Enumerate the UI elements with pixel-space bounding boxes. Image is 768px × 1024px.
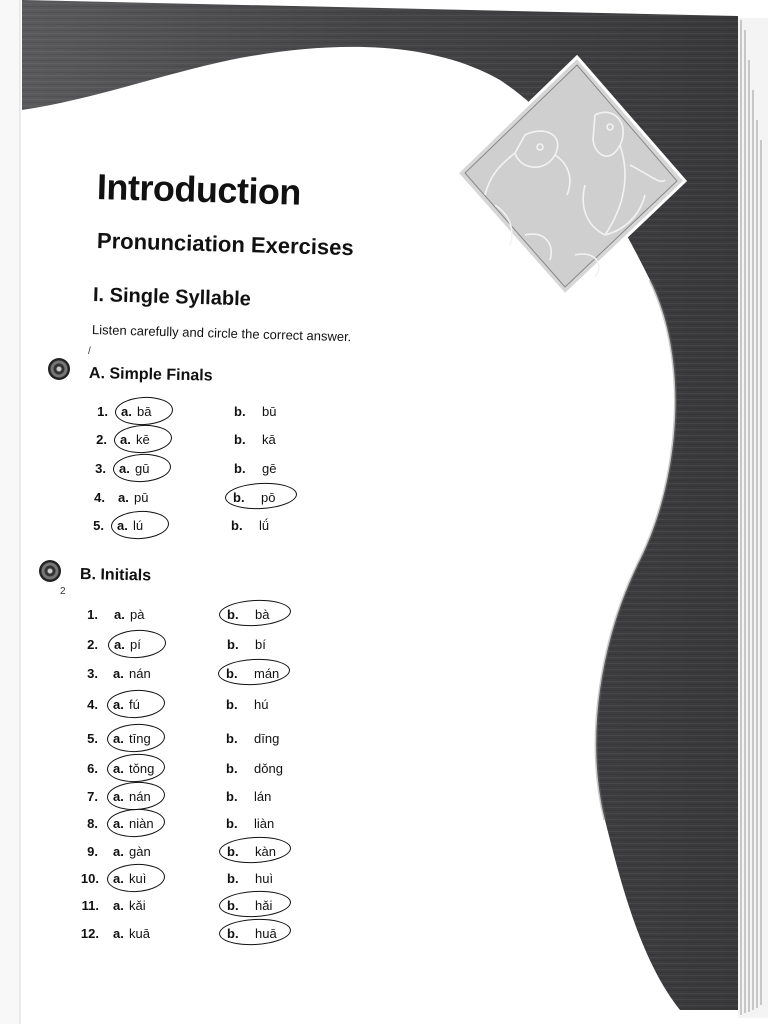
- item-number: 6.: [87, 761, 98, 776]
- goldfish-diamond-illustration: [455, 55, 687, 297]
- option-a-value[interactable]: pí: [130, 637, 141, 652]
- option-a-value[interactable]: kē: [136, 432, 150, 447]
- audio-cd-icon[interactable]: [48, 358, 70, 380]
- item-number: 2.: [87, 637, 98, 652]
- option-b-label[interactable]: b.: [226, 697, 238, 712]
- option-a-label[interactable]: a.: [113, 789, 124, 804]
- option-a-label[interactable]: a.: [114, 637, 125, 652]
- option-b-value[interactable]: liàn: [254, 816, 275, 831]
- option-b-label[interactable]: b.: [226, 761, 238, 776]
- option-b-label[interactable]: b.: [233, 490, 245, 505]
- option-a-value[interactable]: niàn: [129, 816, 154, 831]
- option-a-value[interactable]: tīng: [129, 731, 151, 746]
- option-a-value[interactable]: nán: [129, 666, 151, 681]
- option-a-value[interactable]: tǒng: [129, 761, 155, 776]
- item-number: 3.: [87, 666, 98, 681]
- item-number: 2.: [96, 432, 107, 447]
- option-b-label[interactable]: b.: [234, 404, 246, 419]
- option-a-value[interactable]: pà: [130, 607, 145, 622]
- option-b-value[interactable]: pō: [261, 490, 276, 505]
- part-a-heading: A. Simple Finals: [88, 365, 213, 385]
- option-a-label[interactable]: a.: [113, 844, 124, 859]
- option-b-label[interactable]: b.: [226, 789, 238, 804]
- option-b-label[interactable]: b.: [231, 518, 243, 533]
- option-a-value[interactable]: lú: [133, 518, 144, 533]
- option-b-value[interactable]: lán: [254, 789, 272, 804]
- option-a-value[interactable]: kuì: [129, 871, 147, 886]
- option-b-label[interactable]: b.: [234, 432, 246, 447]
- item-number: 10.: [80, 871, 99, 886]
- option-a-value[interactable]: kuā: [129, 926, 150, 941]
- option-a-value[interactable]: gū: [135, 461, 150, 476]
- option-b-value[interactable]: hǎi: [255, 898, 273, 913]
- option-a-label[interactable]: a.: [117, 518, 128, 533]
- item-number: 5.: [93, 518, 104, 533]
- option-b-label[interactable]: b.: [227, 637, 239, 652]
- page-title: Introduction: [96, 166, 302, 213]
- page-subtitle: Pronunciation Exercises: [96, 228, 355, 261]
- item-number: 4.: [87, 697, 98, 712]
- option-b-label[interactable]: b.: [234, 461, 246, 476]
- item-number: 3.: [95, 461, 106, 476]
- option-a-label[interactable]: a.: [118, 490, 129, 505]
- option-b-value[interactable]: bū: [262, 404, 277, 419]
- item-number: 8.: [87, 816, 98, 831]
- item-number: 11.: [81, 898, 99, 913]
- section-heading: I. Single Syllable: [92, 284, 252, 311]
- instructions-text: Listen carefully and circle the correct answer.: [91, 322, 352, 345]
- option-b-value[interactable]: huì: [255, 871, 274, 886]
- option-b-value[interactable]: huā: [255, 926, 277, 941]
- option-b-value[interactable]: gē: [262, 461, 277, 476]
- item-number: 1.: [97, 404, 108, 419]
- option-a-label[interactable]: a.: [120, 432, 131, 447]
- option-b-value[interactable]: hú: [254, 697, 269, 712]
- part-b-heading: B. Initials: [79, 566, 152, 585]
- option-b-value[interactable]: kàn: [255, 844, 276, 859]
- option-a-label[interactable]: a.: [113, 666, 124, 681]
- option-a-label[interactable]: a.: [113, 926, 124, 941]
- option-b-label[interactable]: b.: [226, 731, 238, 746]
- item-number: 5.: [87, 731, 98, 746]
- option-a-value[interactable]: kǎi: [129, 898, 146, 913]
- option-b-value[interactable]: kā: [262, 432, 276, 447]
- option-a-label[interactable]: a.: [113, 816, 124, 831]
- option-b-value[interactable]: dǒng: [254, 761, 283, 776]
- option-a-value[interactable]: bā: [137, 404, 152, 419]
- option-a-label[interactable]: a.: [121, 404, 132, 419]
- option-b-value[interactable]: lǘ: [259, 518, 270, 533]
- option-b-value[interactable]: bà: [255, 607, 270, 622]
- option-a-value[interactable]: pū: [134, 490, 149, 505]
- option-a-label[interactable]: a.: [113, 761, 124, 776]
- option-a-label[interactable]: a.: [119, 461, 130, 476]
- audio-cd-icon[interactable]: [39, 560, 61, 582]
- option-b-label[interactable]: b.: [227, 871, 239, 886]
- option-a-value[interactable]: nán: [129, 789, 151, 804]
- item-number: 7.: [87, 789, 98, 804]
- option-a-label[interactable]: a.: [113, 697, 124, 712]
- option-b-value[interactable]: dīng: [254, 731, 280, 746]
- option-b-label[interactable]: b.: [227, 607, 239, 622]
- option-a-label[interactable]: a.: [114, 607, 125, 622]
- item-number: 12.: [80, 926, 99, 941]
- option-a-value[interactable]: gàn: [129, 844, 151, 859]
- item-number: 1.: [87, 607, 98, 622]
- item-number: 4.: [94, 490, 105, 505]
- option-a-label[interactable]: a.: [113, 898, 124, 913]
- option-b-label[interactable]: b.: [226, 816, 238, 831]
- option-b-label[interactable]: b.: [227, 844, 239, 859]
- item-number: 9.: [87, 844, 98, 859]
- page: Introduction Pronunciation Exercises I. Single Syllable Listen carefully and circle the correct answer. A. Simple Finals B. Initials 1. a. bā b. bū 2. a. kē b. kā 3. a. gū b. gē 4. a. pū b. pō 5. a. lú b. lǘ 1. a. pà b. bà 2. a. pí b. bí 3. a. nán b. mán 4. a. fú b. hú 5. a. tīng b. dīng 6. a. tǒng b. dǒng 7. a. nán b. lán 8. a. niàn b. liàn 9. a. gàn b. kàn 10. a. kuì b. huì 11. a. kǎi b. hǎi 12. a. kuā b. huā / 2: [0, 0, 768, 1024]
- option-a-value[interactable]: fú: [129, 697, 140, 712]
- option-b-label[interactable]: b.: [227, 926, 239, 941]
- option-a-label[interactable]: a.: [113, 871, 124, 886]
- option-b-value[interactable]: bí: [255, 637, 266, 652]
- option-a-label[interactable]: a.: [113, 731, 124, 746]
- option-b-label[interactable]: b.: [226, 666, 238, 681]
- option-b-value[interactable]: mán: [254, 666, 280, 681]
- option-b-label[interactable]: b.: [227, 898, 239, 913]
